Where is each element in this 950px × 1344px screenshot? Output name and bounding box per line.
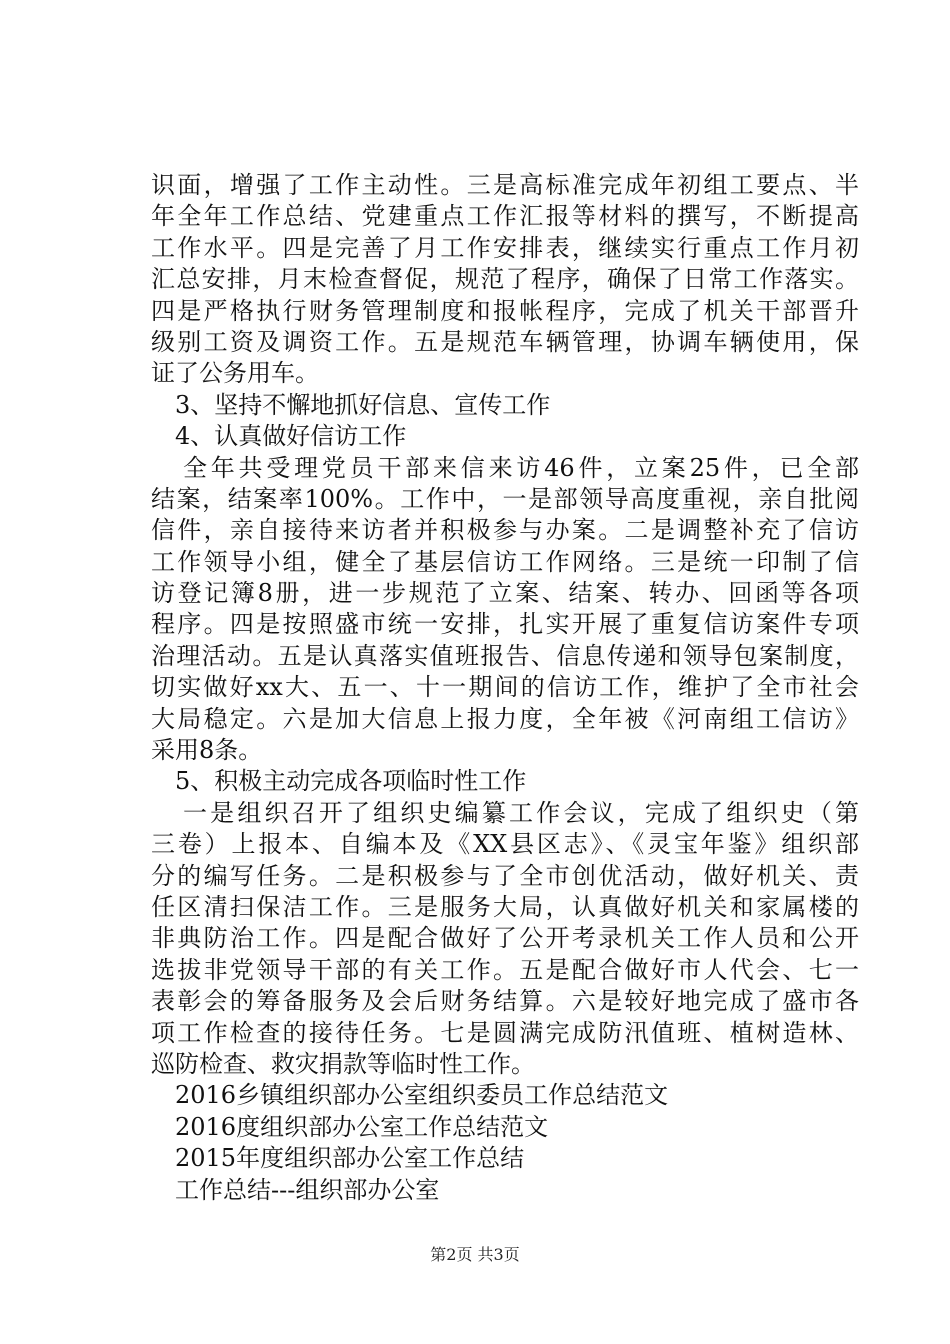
- related-article-link[interactable]: 2015年度组织部办公室工作总结: [175, 1144, 525, 1173]
- text-line: 全年共受理党员干部来信来访46件，立案25件，已全部: [183, 453, 859, 482]
- related-article-link[interactable]: 工作总结---组织部办公室: [175, 1175, 440, 1204]
- text-line: 一是组织召开了组织史编纂工作会议，完成了组织史（第: [183, 798, 859, 827]
- text-line: 结案，结案率100%。工作中，一是部领导高度重视，亲自批阅: [151, 484, 859, 513]
- body-text: [151, 170, 859, 1206]
- section-heading: 4、认真做好信访工作: [175, 422, 407, 451]
- text-line: 工作领导小组，健全了基层信访工作网络。三是统一印制了信: [151, 547, 859, 576]
- section-heading: 3、坚持不懈地抓好信息、宣传工作: [175, 390, 551, 419]
- text-line: 任区清扫保洁工作。三是服务大局，认真做好机关和家属楼的: [151, 892, 859, 921]
- page-footer: 第2页 共3页: [430, 1245, 520, 1264]
- text-line: 非典防治工作。四是配合做好了公开考录机关工作人员和公开: [151, 924, 859, 953]
- text-line: 级别工资及调资工作。五是规范车辆管理，协调车辆使用，保: [151, 327, 859, 356]
- text-line: 信件，亲自接待来访者并积极参与办案。二是调整补充了信访: [151, 516, 859, 545]
- text-line: 访登记簿8册，进一步规范了立案、结案、转办、回函等各项: [151, 579, 859, 608]
- text-line: 切实做好xx大、五一、十一期间的信访工作，维护了全市社会: [151, 673, 859, 702]
- text-line: 表彰会的筹备服务及会后财务结算。六是较好地完成了盛市各: [151, 987, 859, 1016]
- text-line: 年全年工作总结、党建重点工作汇报等材料的撰写，不断提高: [151, 202, 859, 231]
- text-line: 分的编写任务。二是积极参与了全市创优活动，做好机关、责: [151, 861, 859, 890]
- text-line: 识面，增强了工作主动性。三是高标准完成年初组工要点、半: [151, 171, 859, 199]
- text-line: 汇总安排，月末检查督促，规范了程序，确保了日常工作落实。: [151, 265, 859, 294]
- text-line: 选拔非党领导干部的有关工作。五是配合做好市人代会、七一: [151, 955, 859, 984]
- related-article-link[interactable]: 2016乡镇组织部办公室组织委员工作总结范文: [175, 1081, 669, 1110]
- related-article-link[interactable]: 2016度组织部办公室工作总结范文: [175, 1112, 549, 1141]
- text-line: 证了公务用车。: [151, 359, 319, 388]
- text-line: 三卷）上报本、自编本及《XX县区志》、《灵宝年鉴》组织部: [151, 830, 859, 859]
- section-heading: 5、积极主动完成各项临时性工作: [175, 767, 527, 796]
- text-line: 治理活动。五是认真落实值班报告、信息传递和领导包案制度，: [151, 641, 859, 670]
- text-line: 项工作检查的接待任务。七是圆满完成防汛值班、植树造林、: [151, 1018, 859, 1047]
- text-line: 程序。四是按照盛市统一安排，扎实开展了重复信访案件专项: [151, 610, 859, 639]
- text-line: 工作水平。四是完善了月工作安排表，继续实行重点工作月初: [151, 233, 859, 262]
- text-line: 四是严格执行财务管理制度和报帐程序，完成了机关干部晋升: [151, 296, 859, 325]
- text-line: 采用8条。: [151, 736, 263, 765]
- text-line: 大局稳定。六是加大信息上报力度，全年被《河南组工信访》: [151, 704, 859, 733]
- text-line: 巡防检查、救灾捐款等临时性工作。: [151, 1049, 535, 1078]
